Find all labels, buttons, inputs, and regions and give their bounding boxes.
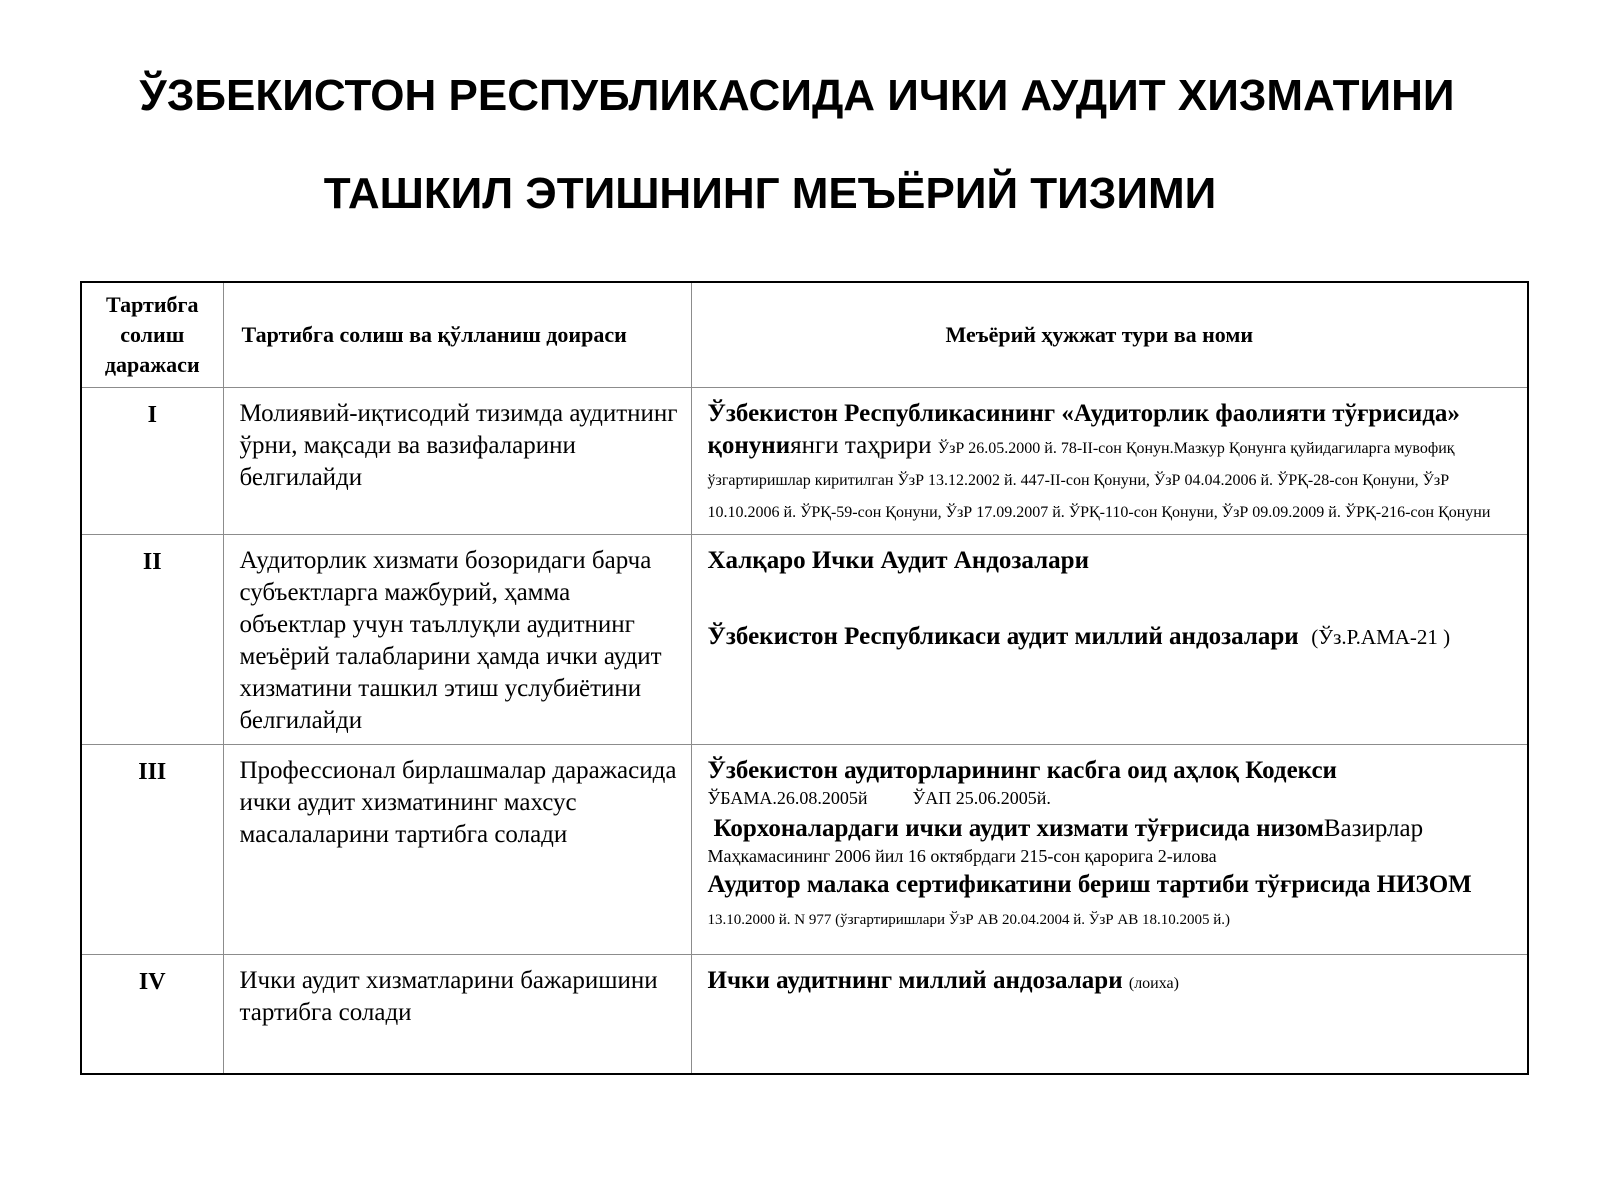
document-note: янги таҳрири [790,431,932,459]
scope-cell: Ички аудит хизматларини бажаришини тартибга солади [223,954,691,1074]
table-row [81,954,1528,1074]
table-row [81,387,1528,534]
level-cell: I [81,387,223,534]
header-level: Тартибга солиш даражаси [81,282,223,387]
document-title: Халқаро Ички Аудит Андозалари [707,546,1089,574]
document-entry [708,813,1514,845]
document-cell [691,954,1528,1074]
page-title-line-2: ТАШКИЛ ЭТИШНИНГ МЕЪЁРИЙ ТИЗИМИ [323,169,1217,218]
document-cell [691,534,1528,744]
document-title: Ўзбекистон Республикасининг «Аудиторлик фаолияти тўғрисида» қонуни [707,399,1460,459]
level-cell: III [81,744,223,954]
document-details: 13.10.2000 й. N 977 (ўзгартиришлари ЎзР АВ 20.04.2004 й. ЎзР АВ 18.10.2005 й.) [707,911,1230,928]
scope-cell: Аудиторлик хизмати бозоридаги барча субъектларга мажбурий, ҳамма объектлар учун таъллуқли аудитнинг меъёрий талабларини ҳамда ички аудит хизматини ташкил этиш услубиётини белгилайди [223,534,691,744]
document-entry [708,869,1514,936]
scope-cell: Профессионал бирлашмалар даражасида ички аудит хизматининг махсус масалаларини тартибга солади [223,744,691,954]
table-header-row [81,282,1528,387]
table-row [81,534,1528,744]
document-cell [691,387,1528,534]
level-cell: IV [81,954,223,1074]
document-title: Ўзбекистон Республикаси аудит миллий андозалари [707,622,1299,650]
level-cell: II [81,534,223,744]
document-details: Маҳкамасининг 2006 йил 16 октябрдаги 215-сон қарорига 2-илова [707,845,1217,866]
page-title-line-1: ЎЗБЕКИСТОН РЕСПУБЛИКАСИДА ИЧКИ АУДИТ ХИЗМАТИНИ [139,71,1455,120]
document-code: (Ўз.Р.АМА-21 ) [1311,624,1451,649]
document-title: Ички аудитнинг миллий андозалари [707,966,1123,994]
document-cell [691,744,1528,954]
table-row [81,744,1528,954]
scope-cell: Молиявий-иқтисодий тизимда аудитнинг ўрни, мақсади ва вазифаларини белгилайди [223,387,691,534]
header-document: Меъёрий ҳужжат тури ва номи [691,282,1528,387]
document-note: Вазирлар [1323,814,1424,842]
regulatory-system-table [80,281,1529,1075]
header-scope: Тартибга солиш ва қўлланиш доираси [223,282,691,387]
document-details: ЎБАМА.26.08.2005й ЎАП 25.06.2005й. [707,787,1051,808]
document-title: Корхоналардаги ички аудит хизмати тўғрисида низом [713,814,1324,842]
document-title: Ўзбекистон аудиторларининг касбга оид аҳлоқ Кодекси [707,756,1337,784]
document-entry [708,621,1514,653]
document-title: Аудитор малака сертификатини бериш тартиби тўғрисида НИЗОМ [707,870,1472,898]
document-note: (лоиха) [1128,974,1179,992]
document-details: ЎзР 26.05.2000 й. 78-II-сон Қонун.Мазкур Қонунга қуйидагиларга мувофиқ ўзгартиришлар киритилган ЎзР 13.12.2002 й. 447-II-сон Қонуни, ЎзР 04.04.2006 й. ЎРҚ-28-сон Қонуни, ЎзР 10.10.2006 й. ЎРҚ-59-сон Қонуни, ЎзР 17.09.2007 й. ЎРҚ-110-сон Қонуни, ЎзР 09.09.2009 й. ЎРҚ-216-сон Қонуни [707,439,1491,521]
